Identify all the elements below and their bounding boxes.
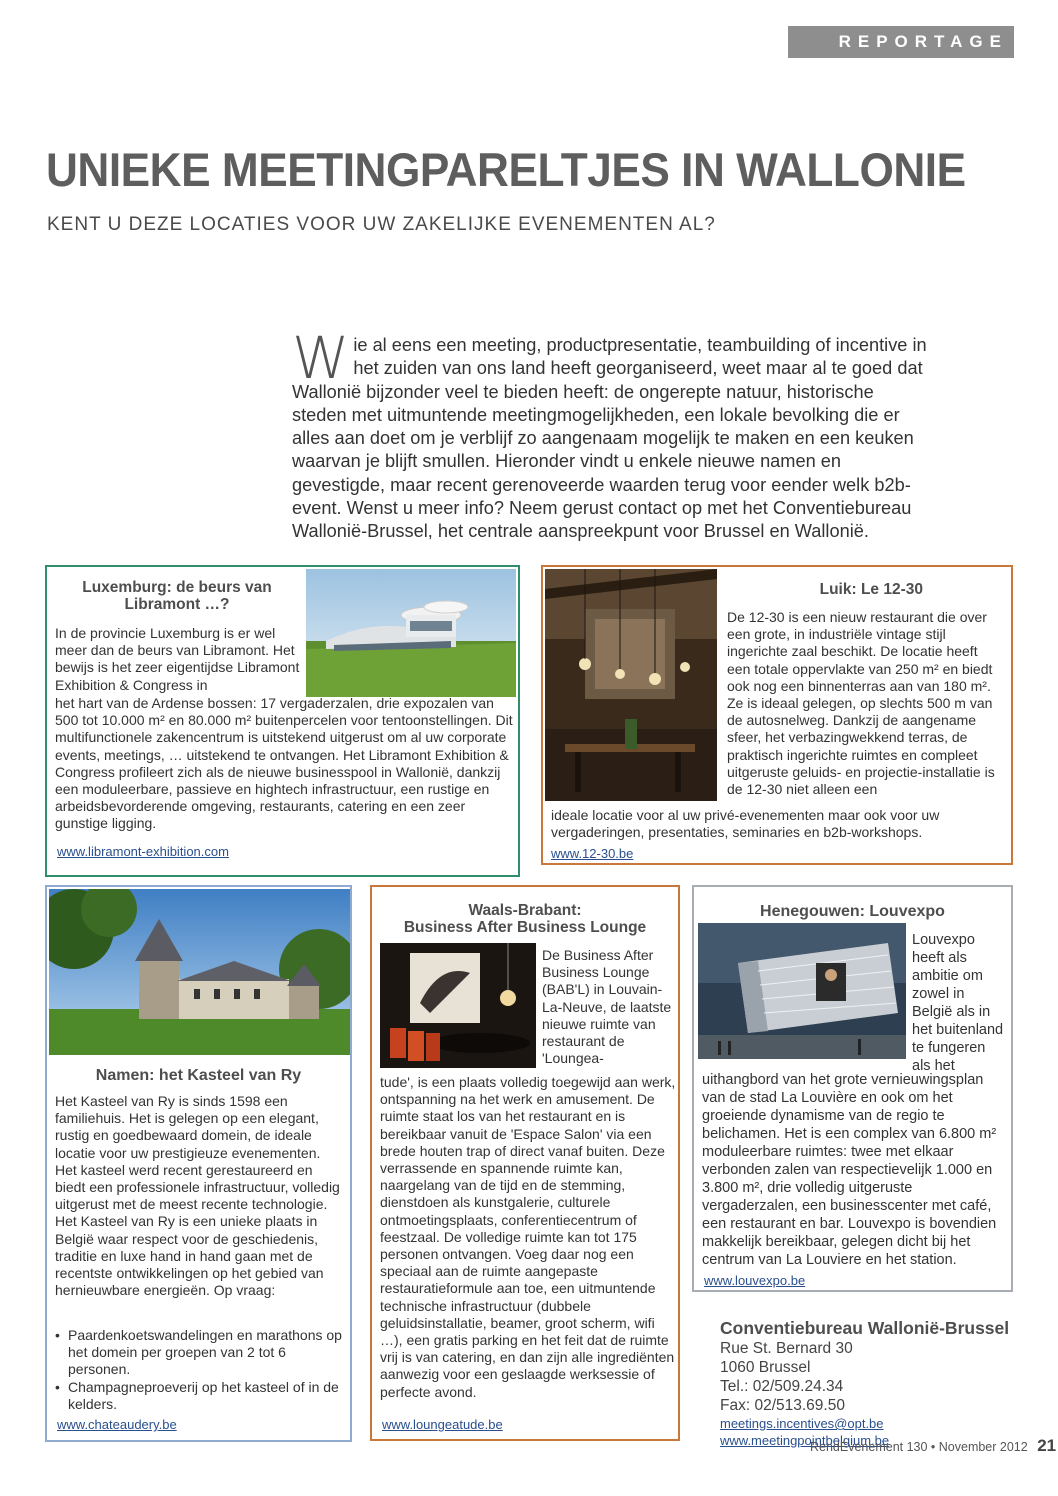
henegouwen-title: Henegouwen: Louvexpo bbox=[760, 903, 945, 920]
page-number: 21 bbox=[1037, 1436, 1057, 1455]
contact-tel: Tel.: 02/509.24.34 bbox=[720, 1378, 844, 1395]
contact-name: Conventiebureau Wallonië-Brussel bbox=[720, 1318, 1010, 1338]
luik-title: Luik: Le 12-30 bbox=[819, 581, 923, 598]
henegouwen-body-bottom: uithangbord van het grote vernieuwingsplan van de stad La Louvière en ook om het groeiende dynamisme van de regio te belichamen. Het is een complex van 6.800 m² moduleerbare ruimtes: twee met elkaar verbonden zalen van respectievelijk 1.000 en 3.800 m², drie volledig uitgeruste vergaderzalen, een businesscenter met café, een restaurant en bar. Louvexpo is bovendien makkelijk bereikbaar, gelegen dicht bij het centrum van La Louviere en het station. bbox=[702, 1072, 997, 1268]
louvexpo-photo bbox=[698, 923, 906, 1059]
libramont-photo bbox=[306, 569, 516, 697]
luik-body-top: De 12-30 is een nieuw restaurant die over een grote, in industriële vintage stijl ingerichte zaal beschikt. De locatie heeft een totale oppervlakte van 250 m² en biedt ook nog een binnenterras aan van 180 m². Ze is ideaal gelegen, op slechts 500 m van de autosnelweg. Dankzij de aangename sfeer, het verbazingwekkend terras, de praktisch ingerichte ruimtes en compleet uitgeruste geluids- en projectie-installatie is de 12-30 niet alleen een bbox=[727, 609, 995, 798]
box-namen bbox=[45, 885, 352, 1442]
namen-title: Namen: het Kasteel van Ry bbox=[95, 1067, 302, 1084]
page-footer bbox=[810, 1436, 1056, 1456]
luxemburg-body-top: In de provincie Luxemburg is er wel meer dan de beurs van Libramont. Het bewijs is het zeer eigentijdse Libramont Exhibition & Congress in bbox=[55, 625, 300, 693]
contact-web[interactable]: www.meetingpointbelgium.be bbox=[720, 1433, 890, 1448]
contact-street: Rue St. Bernard 30 bbox=[720, 1340, 853, 1357]
luxemburg-body-bottom: het hart van de Ardense bossen: 17 vergaderzalen, drie expozalen van 500 tot 10.000 m² en 80.000 m² buitenpercelen voor tentoonstellingen. Dit multifunctionele zakencentrum is uitstekend uitgerust om al uw corporate events, meetings, … uitstekend te ontvangen. Het Libramont Exhibition & Congress profileert zich als de nieuwe businesspool in Wallonië, dankzij een moduleerbare, passieve en hightech infrastructuur, een rustige en arbeidsbevorderende omgeving, restaurants, catering en een zeer gunstige ligging. bbox=[55, 695, 513, 832]
section-tag: REPORTAGE bbox=[788, 26, 1014, 58]
brabant-title-line1: Waals-Brabant: bbox=[468, 902, 582, 919]
box-luik bbox=[541, 565, 1013, 865]
box-luxemburg bbox=[45, 565, 520, 877]
intro-text: ie al eens een meeting, productpresentatie, teambuilding of incentive in het zuiden van ons land heeft georganiseerd, weet maar al te goed dat Wallonië bijzonder veel te bieden heeft: de ongerepte natuur, historische steden met uitmuntende meetingmogelijkheden, een lokale bevolking die er alles aan doet om je verblijf zo aangenaam mogelijk te maken en een keuken waarvan je blijft smullen. Hieronder vindt u enkele nieuwe namen en gevestigde, maar recent gerenoveerde waarden terug voor eender welk b2b-event. Wenst u meer info? Neem gerust contact op met het Conventiebureau Wallonië-Brussel, het centrale aanspreekpunt voor Brussel en Wallonië. bbox=[292, 335, 927, 542]
page-title: UNIEKE MEETINGPARELTJES IN WALLONIE bbox=[46, 143, 966, 196]
contact-block bbox=[720, 1318, 1020, 1449]
namen-body: Het Kasteel van Ry is sinds 1598 een familiehuis. Het is gelegen op een elegant, rustig en goedbewaard domein, de ideale locatie voor uw prestigieuze evenementen. Het kasteel werd recent gerestaureerd en biedt een professionele infrastructuur, volledig uitgerust met de meest recente technologie. Het Kasteel van Ry is een unieke plaats in België waar respect voor de geschiedenis, traditie en luxe hand in hand gaan met de recentste ontwikkelingen op het gebied van hernieuwbare energieën. Op vraag: bbox=[55, 1093, 340, 1299]
luxemburg-link[interactable]: www.libramont-exhibition.com bbox=[57, 844, 229, 859]
brabant-link[interactable]: www.loungeatude.be bbox=[382, 1417, 503, 1432]
namen-link[interactable]: www.chateaudery.be bbox=[57, 1417, 177, 1432]
box-brabant bbox=[370, 885, 680, 1441]
henegouwen-link[interactable]: www.louvexpo.be bbox=[704, 1273, 806, 1288]
page-subtitle: KENT U DEZE LOCATIES VOOR UW ZAKELIJKE EVENEMENTEN AL? bbox=[47, 214, 716, 235]
contact-city: 1060 Brussel bbox=[720, 1359, 811, 1376]
footer-issue: RendEvenement 130 • November 2012 bbox=[810, 1440, 1028, 1454]
namen-bullets bbox=[55, 1327, 345, 1413]
bullet-item: • Paardenkoetswandelingen en marathons op het domein per groepen van 2 tot 6 personen. bbox=[55, 1327, 345, 1379]
luxemburg-title: Luxemburg: de beurs van Libramont …? bbox=[82, 579, 272, 613]
luik-link[interactable]: www.12-30.be bbox=[551, 846, 634, 861]
luik-body-bottom: ideale locatie voor al uw privé-evenementen maar ook voor uw vergaderingen, presentaties, seminaries en b2b-workshops. bbox=[551, 807, 940, 841]
henegouwen-body-top: Louvexpo heeft als ambitie om zowel in België als in het buitenland te fungeren als het bbox=[912, 932, 1004, 1074]
lounge-photo bbox=[380, 943, 536, 1068]
contact-fax: Fax: 02/513.69.50 bbox=[720, 1397, 845, 1414]
restaurant-photo bbox=[545, 569, 717, 801]
bullet-item: • Champagneproeverij op het kasteel of in de kelders. bbox=[55, 1379, 345, 1413]
brabant-title-line2: Business After Business Lounge bbox=[403, 919, 647, 936]
intro-paragraph bbox=[292, 324, 932, 544]
brabant-body-top: De Business After Business Lounge (BAB'L) in Louvain-La-Neuve, de laatste nieuwe ruimte van restaurant de 'Loungea- bbox=[542, 947, 672, 1067]
contact-email[interactable]: meetings.incentives@opt.be bbox=[720, 1416, 884, 1431]
box-henegouwen bbox=[692, 885, 1013, 1292]
castle-photo bbox=[49, 889, 350, 1055]
brabant-body-bottom: tude', is een plaats volledig toegewijd aan werk, ontspanning na het werk en amusement. De ruimte staat los van het restaurant en is bereikbaar vanuit de 'Espace Salon' via een brede houten trap of direct vanaf buiten. Deze verrassende en spannende ruimte kan, naargelang van de tijd en de stemming, dienstdoen als kunstgalerie, culturele ontmoetingsplaats, conferentiecentrum of feestzaal. De volledige ruimte kan tot 175 personen ontvangen. Voeg daar nog een speciaal aan de ruimte aangepaste restauratieformule aan toe, een uitmuntende technische infrastructuur (dubbele geluidsinstallatie, beamer, groot scherm, wifi …), een gratis parking en het feit dat de ruimte vrij is van catering, en dan zijn alle ingrediënten aanwezig voor een geslaagde werksessie of perfecte avond. bbox=[380, 1074, 676, 1400]
dropcap: W bbox=[292, 324, 350, 392]
